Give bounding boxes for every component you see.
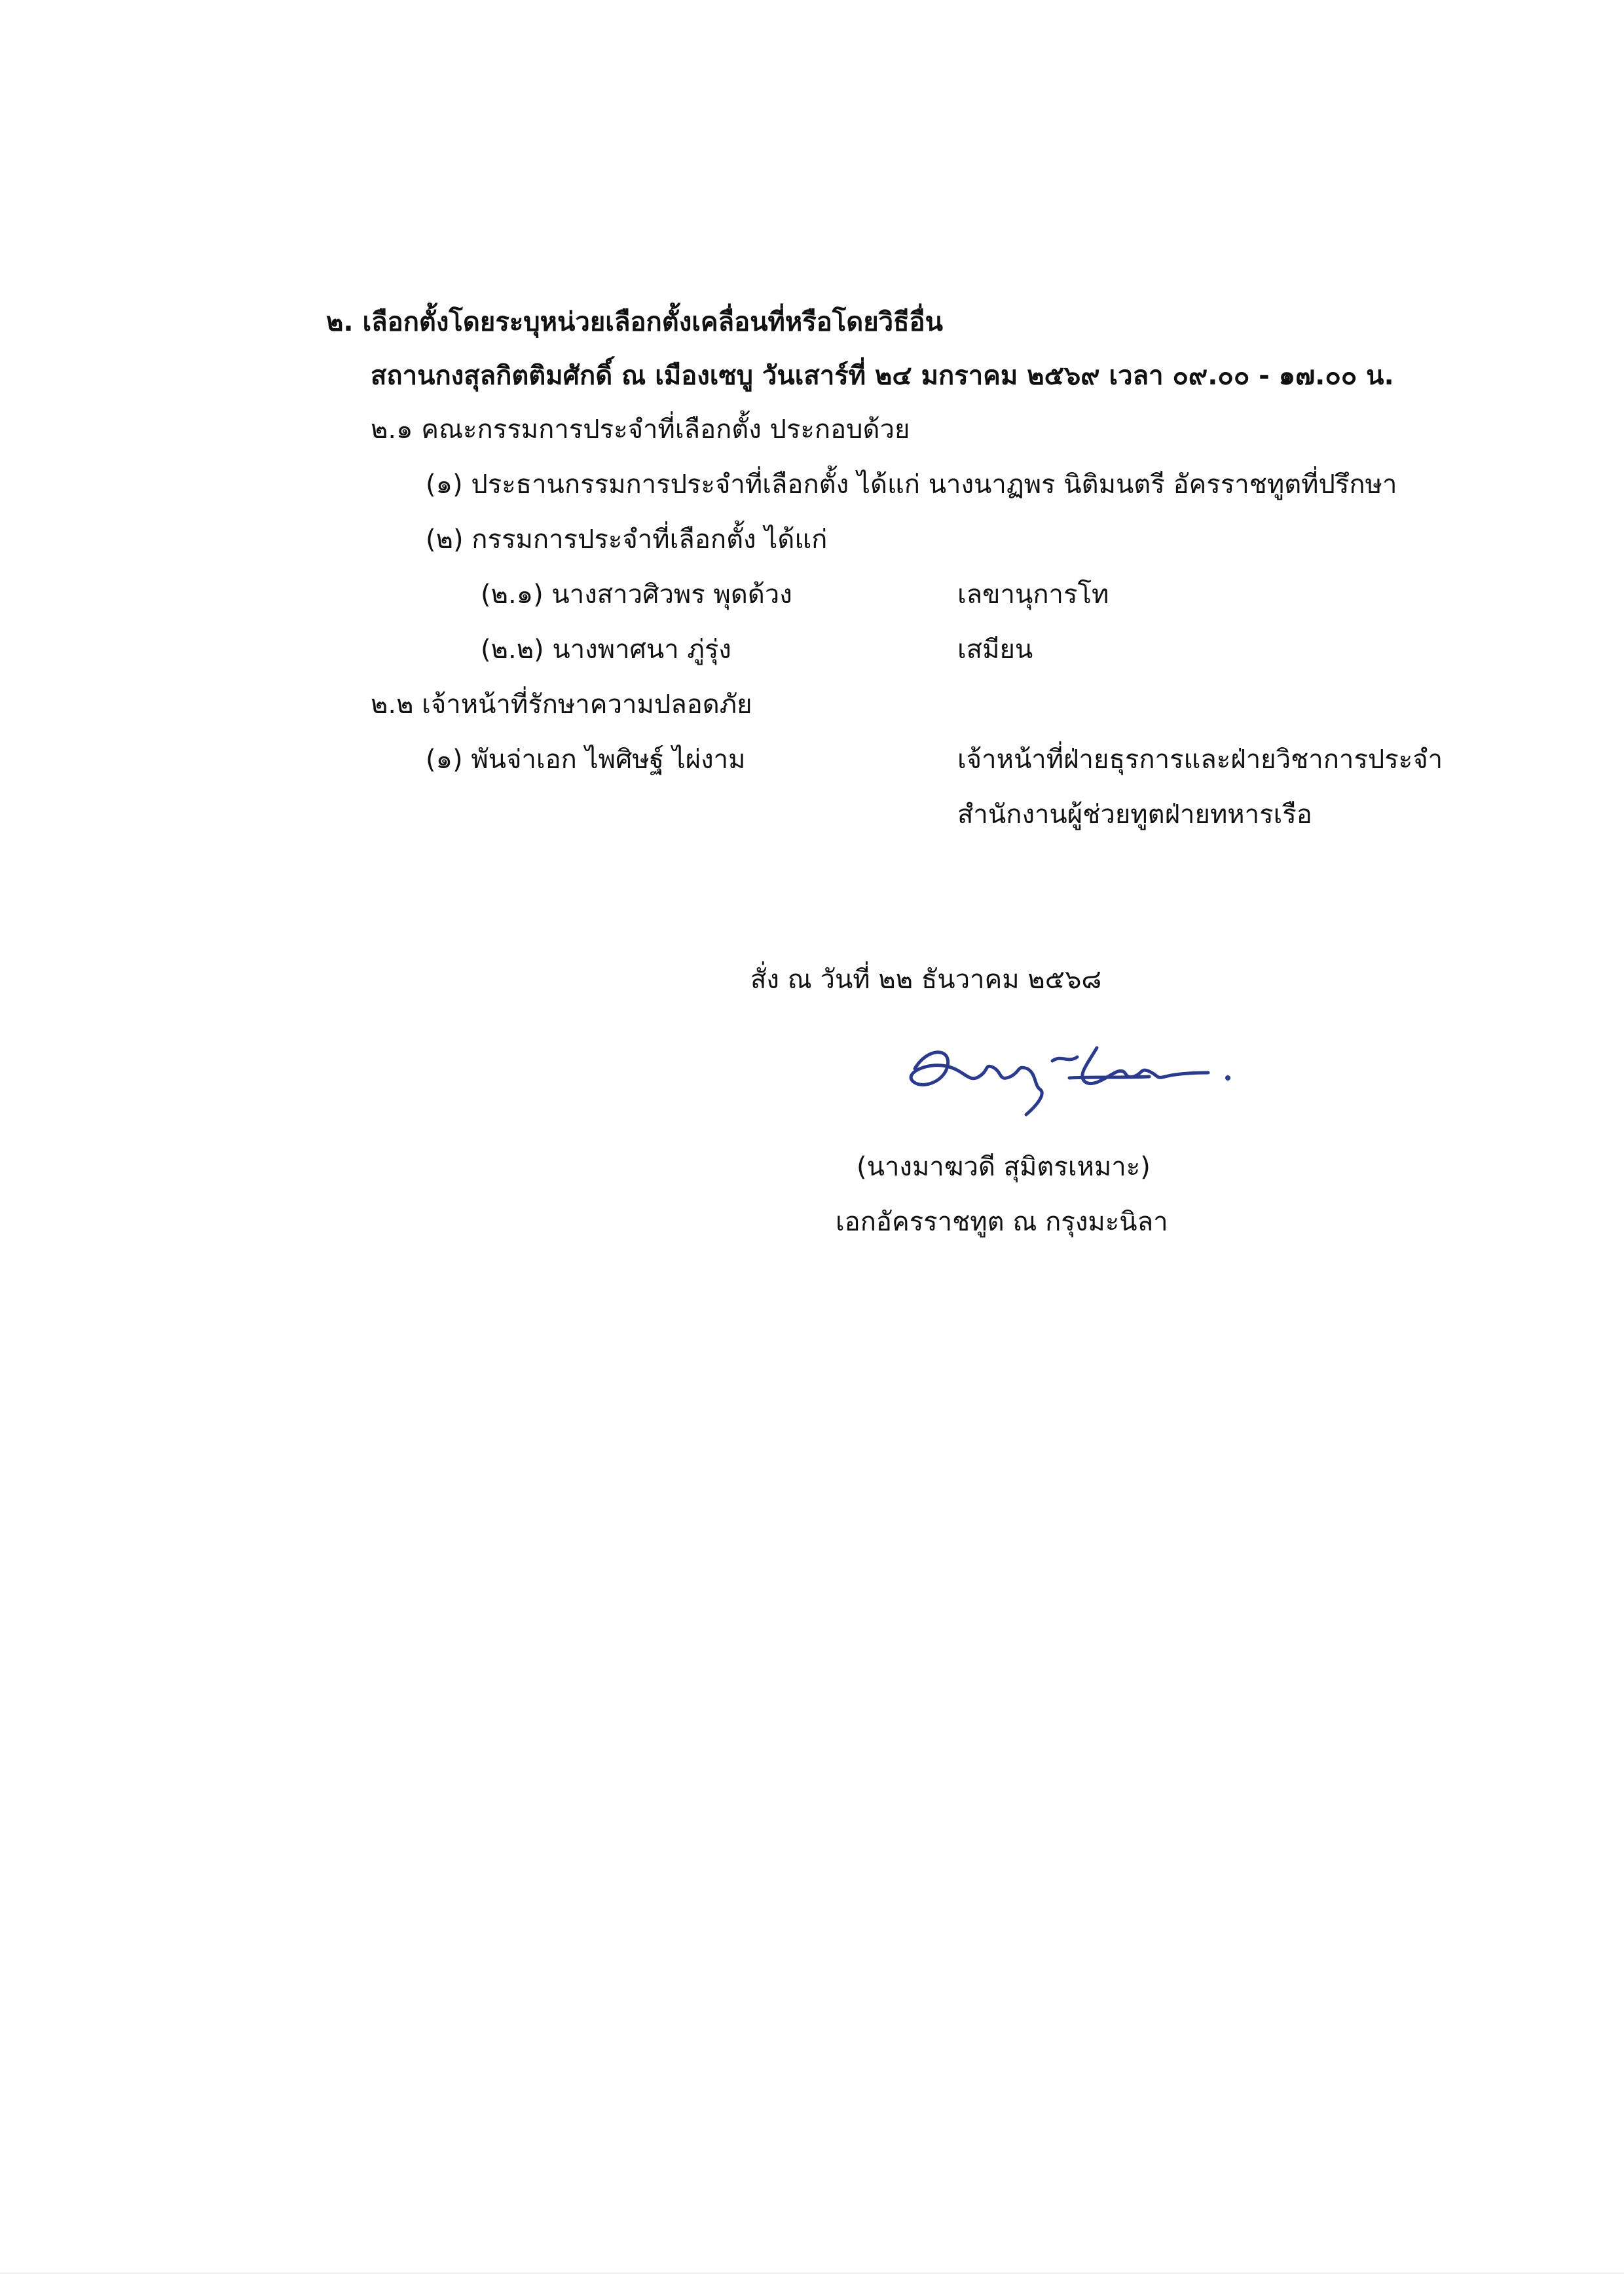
signature-image — [900, 1035, 1241, 1133]
section-heading: ๒. เลือกตั้งโดยระบุหน่วยเลือกตั้งเคลื่อนที่หรือโดยวิธีอื่น — [326, 307, 943, 337]
security-officer-name: (๑) พันจ่าเอก ไพศิษฐ์ ไผ่งาม — [426, 745, 746, 775]
committee-members-heading: (๒) กรรมการประจำที่เลือกตั้ง ได้แก่ — [426, 525, 828, 555]
signer-title: เอกอัครราชทูต ณ กรุงมะนิลา — [836, 1207, 1168, 1237]
security-officer-unit: สำนักงานผู้ช่วยทูตฝ่ายทหารเรือ — [957, 800, 1312, 830]
security-officer-position: เจ้าหน้าที่ฝ่ายธุรการและฝ่ายวิชาการประจำ — [957, 745, 1443, 775]
signer-name: (นางมาฆวดี สุมิตรเหมาะ) — [857, 1152, 1151, 1182]
polling-location-line: สถานกงสุลกิตติมศักดิ์ ณ เมืองเซบู วันเสาร์ที่ ๒๔ มกราคม ๒๕๖๙ เวลา ๐๙.๐๐ - ๑๗.๐๐ น. — [371, 361, 1394, 391]
member-name: (๒.๑) นางสาวศิวพร พุดด้วง — [481, 580, 792, 610]
member-name: (๒.๒) นางพาศนา ภู่รุ่ง — [481, 635, 731, 665]
committee-heading: ๒.๑ คณะกรรมการประจำที่เลือกตั้ง ประกอบด้วย — [371, 415, 910, 445]
order-date: สั่ง ณ วันที่ ๒๒ ธันวาคม ๒๕๖๘ — [750, 965, 1102, 995]
member-position: เลขานุการโท — [957, 580, 1109, 610]
committee-chair-line: (๑) ประธานกรรมการประจำที่เลือกตั้ง ได้แก่ นางนาฏพร นิติมนตรี อัครราชทูตที่ปรึกษา — [426, 470, 1397, 500]
scan-edge-line — [0, 2272, 1624, 2274]
security-heading: ๒.๒ เจ้าหน้าที่รักษาความปลอดภัย — [371, 690, 752, 720]
member-position: เสมียน — [957, 635, 1033, 665]
